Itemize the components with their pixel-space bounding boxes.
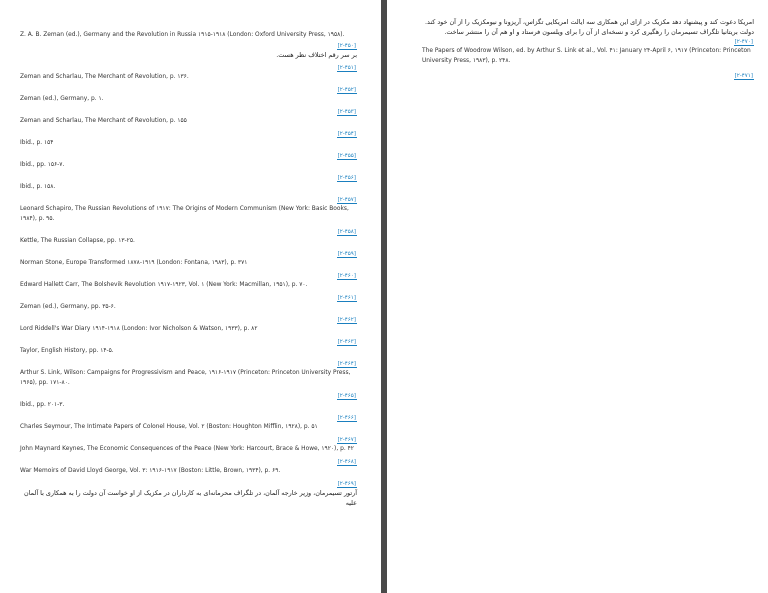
footnote-ref-label: [۲-۴۷۱] [734,73,753,79]
footnote-entry [20,458,357,476]
footnote-text: Ibid., pp. ۲۰۱-۳. [20,402,65,408]
left-page [0,0,381,593]
footnote-text: Zeman and Scharlau, The Merchant of Revolution, p. ۱۵۵ [20,118,187,124]
footnote-ref-link[interactable] [20,272,357,280]
footnote-ref-label: [۲-۴۶۰] [337,273,356,279]
footnote-ref-label: [۲-۴۵۴] [337,131,356,137]
footnote-ref-label: [۲-۴۷۰] [734,39,753,45]
left-notes-list [20,30,357,508]
footnote-text: Arthur S. Link, Wilson: Campaigns for Progressivism and Peace, ۱۹۱۶-۱۹۱۷ (Princeton: Princeton University Press, ۱۹۶۵), pp. ۱۷۱-۸۰. [20,370,351,386]
footnote-ref-link[interactable] [20,228,357,236]
footnote-entry [20,64,357,82]
footnote-ref-label: [۲-۴۶۴] [337,361,356,367]
footnote-text: Ibid., p. ۱۵۴ [20,140,54,146]
footnote-entry [20,316,357,334]
footnote-ref-link[interactable] [20,196,357,204]
footnote-entry [20,174,357,192]
footnote-ref-link[interactable] [20,250,357,258]
right-notes-list [422,17,754,80]
footnote-entry [20,480,357,508]
right-page [387,0,768,593]
footnote-ref-link[interactable] [20,392,357,400]
footnote-ref-link[interactable] [20,458,357,466]
footnote-ref-link[interactable] [20,42,357,50]
first-note: Z. A. B. Zeman (ed.), Germany and the Revolution in Russia ۱۹۱۵-۱۹۱۸ (London: Oxford University Press, ۱۹۵۸). [20,32,345,38]
footnote-ref-label: [۲-۴۶۱] [337,295,356,301]
footnote-text: John Maynard Keynes, The Economic Consequences of the Peace (New York: Harcourt, Brace & Howe, ۱۹۲۰), p. ۴۲ [20,446,354,452]
footnote-ref-label: [۲-۴۶۵] [337,393,356,399]
footnote-entry [20,228,357,246]
footnote-entry [422,38,754,66]
footnote-ref-link[interactable] [20,152,357,160]
footnote-ref-link[interactable] [422,38,754,46]
footnote-text: Norman Stone, Europe Transformed ۱۸۷۸-۱۹۱۹ (London: Fontana, ۱۹۸۳), p. ۳۷۱ [20,260,248,266]
footnote-text: Leonard Schapiro, The Russian Revolutions of ۱۹۱۷: The Origins of Modern Communism (New York: Basic Books, ۱۹۸۴), p. ۹۵. [20,206,349,222]
footnote-entry [20,414,357,432]
footnote-ref-label: [۲-۴۵۳] [337,109,356,115]
footnote-entry [20,392,357,410]
footnote-entry [20,86,357,104]
footnote-ref-link[interactable] [20,436,357,444]
footnote-text: Kettle, The Russian Collapse, pp. ۱۳-۲۵. [20,238,135,244]
footnote-ref-link[interactable] [20,86,357,94]
footnote-ref-label: [۲-۴۶۷] [337,437,356,443]
footnote-ref-link[interactable] [20,316,357,324]
footnote-text: Ibid., p. ۱۵۸. [20,184,56,190]
footnote-entry [422,72,754,80]
footnote-ref-link[interactable] [20,338,357,346]
footnote-ref-label: [۲-۴۵۶] [337,175,356,181]
footnote-text: Charles Seymour, The Intimate Papers of Colonel House, Vol. ۲ (Boston: Houghton Mifflin, ۱۹۲۸), p. ۵۱ [20,424,318,430]
footnote-ref-label: [۲-۴۵۵] [337,153,356,159]
footnote-text: Zeman (ed.), Germany, pp. ۳۵-۶. [20,304,116,310]
footnote-text: The Papers of Woodrow Wilson, ed. by Arthur S. Link et al., Vol. ۴۱: January ۲۴-April ۶, ۱۹۱۷ (Princeton: Princeton University Press, ۱۹۸۳), p. ۲۴۸. [422,48,751,64]
footnote-text: Ibid., pp. ۱۵۶-۷. [20,162,65,168]
footnote-entry [20,272,357,290]
footnote-text: Edward Hallett Carr, The Bolshevik Revolution ۱۹۱۷-۱۹۲۳, Vol. ۱ (New York: Macmillan, ۱۹۵۱), p. ۷۰. [20,282,308,288]
footnote-entry [20,436,357,454]
continuation-note: امریکا دعوت کند و پیشنهاد دهد مکزیک در ازای این همکاری سه ایالت امریکایی تگزاس، آریزونا و نیومکزیک را از آن خود کند. دولت بریتانیا تلگراف تسیمرمان را رهگیری کرد و نسخه‌ای از آن را برای ویلسون فرستاد و او هم آن را منتشر ساخت. [424,18,754,36]
footnote-ref-link[interactable] [422,72,754,80]
footnote-ref-label: [۲-۴۵۸] [337,229,356,235]
footnote-ref-link[interactable] [20,414,357,422]
footnote-ref-link[interactable] [20,360,357,368]
footnote-text: Taylor, English History, pp. ۱۴-۵. [20,348,114,354]
footnote-entry [20,130,357,148]
footnote-ref-label: [۲-۴۵۱] [337,65,356,71]
footnote-entry [20,250,357,268]
footnote-text: War Memoirs of David Lloyd George, Vol. ۳: ۱۹۱۶-۱۹۱۷ (Boston: Little, Brown, ۱۹۳۴), p. ۶۹. [20,468,281,474]
footnote-text: بر سر رقم اختلاف نظر هست. [276,51,357,59]
footnote-entry [20,42,357,60]
footnote-ref-label: [۲-۴۵۷] [337,197,356,203]
footnote-ref-link[interactable] [20,480,357,488]
footnote-text: Zeman and Scharlau, The Merchant of Revolution, p. ۱۳۶. [20,74,189,80]
footnote-ref-label: [۲-۴۶۸] [337,459,356,465]
footnote-ref-label: [۲-۴۵۹] [337,251,356,257]
footnote-ref-label: [۲-۴۶۶] [337,415,356,421]
footnote-entry [20,108,357,126]
footnote-text: Lord Riddell's War Diary ۱۹۱۴-۱۹۱۸ (London: Ivor Nicholson & Watson, ۱۹۳۳), p. ۸۲ [20,326,258,332]
footnote-entry [20,360,357,388]
footnote-text: Zeman (ed.), Germany, p. ۱. [20,96,104,102]
footnote-ref-link[interactable] [20,294,357,302]
footnote-ref-label: [۲-۴۵۰] [337,43,356,49]
footnote-ref-link[interactable] [20,108,357,116]
footnote-ref-label: [۲-۴۶۳] [337,339,356,345]
footnote-entry [20,338,357,356]
footnote-entry [20,294,357,312]
footnote-ref-label: [۲-۴۶۹] [337,481,356,487]
footnote-entry [20,196,357,224]
footnote-ref-label: [۲-۴۵۲] [337,87,356,93]
footnote-ref-link[interactable] [20,64,357,72]
footnote-ref-link[interactable] [20,174,357,182]
footnote-entry [20,152,357,170]
footnote-ref-link[interactable] [20,130,357,138]
footnote-ref-label: [۲-۴۶۲] [337,317,356,323]
footnote-text: آرتور تسیمرمان، وزیر خارجه آلمان، در تلگراف محرمانه‌ای به کارداران در مکزیک از او خواست آن دولت را به همکاری با آلمان علیه [24,489,357,507]
